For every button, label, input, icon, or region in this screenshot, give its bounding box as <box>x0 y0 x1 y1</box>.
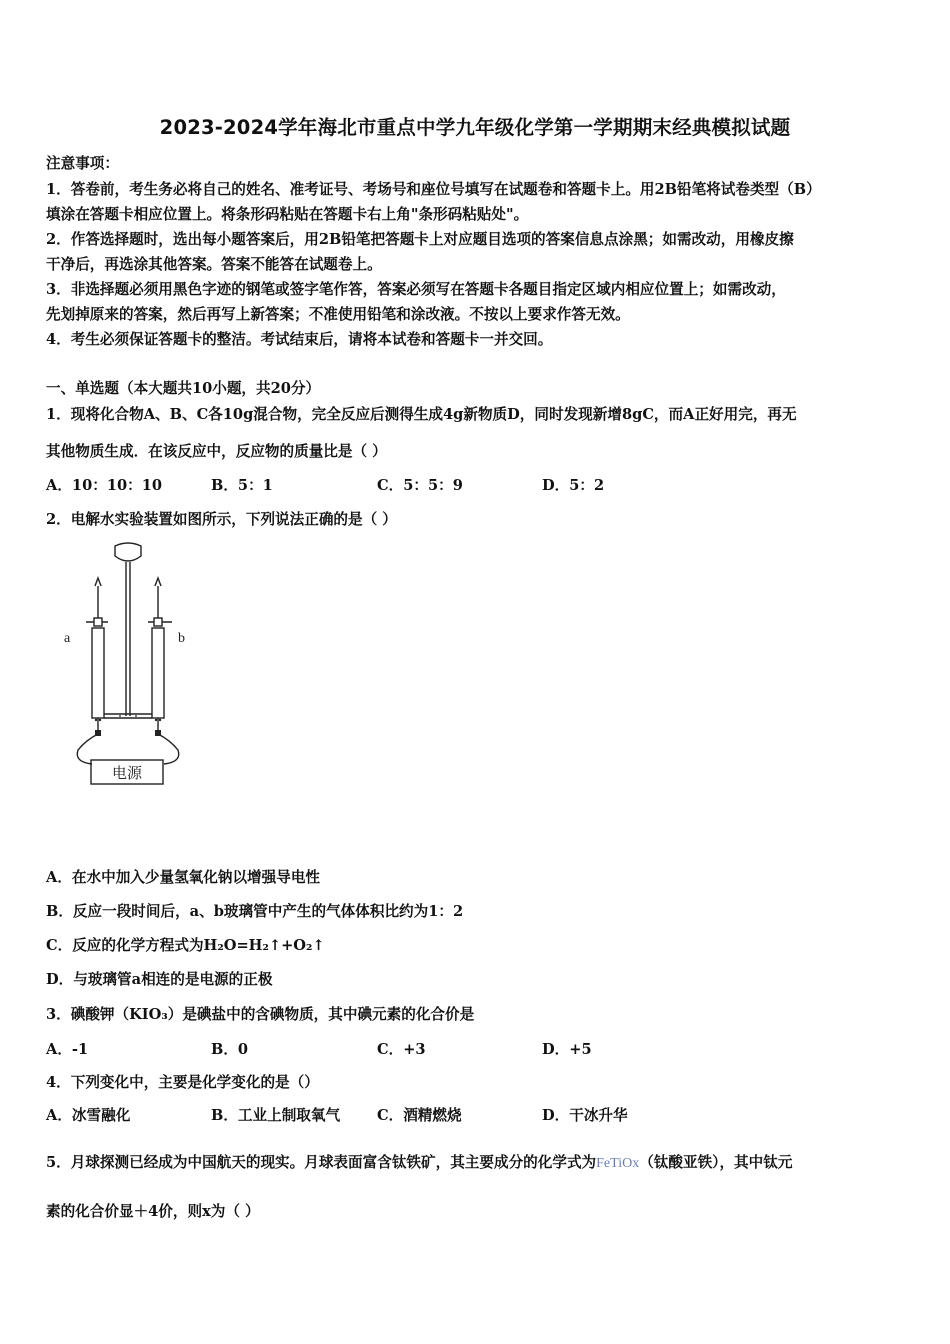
notice-line: 2．作答选择题时，选出每小题答案后，用2B铅笔把答题卡上对应题目选项的答案信息点涂黑；如需改动，用橡皮擦 <box>46 231 794 248</box>
q5-stem-line2: 素的化合价显＋4价，则x为（ ） <box>46 1203 260 1220</box>
q1-option-d: D．5：2 <box>542 477 605 494</box>
power-source-label: 电源 <box>111 764 143 782</box>
q4-option-d: D．干冰升华 <box>542 1107 628 1124</box>
notice-line: 先划掉原来的答案，然后再写上新答案；不准使用铅笔和涂改液。不按以上要求作答无效。 <box>46 306 630 323</box>
formula-image: FeTiOx <box>596 1156 640 1171</box>
q1-option-c: C．5：5：9 <box>377 477 463 494</box>
q3-stem: 3．碘酸钾（KIO₃）是碘盐中的含碘物质，其中碘元素的化合价是 <box>46 1006 475 1023</box>
q1-option-b: B．5：1 <box>211 477 273 494</box>
q5-text-before: 5．月球探测已经成为中国航天的现实。月球表面富含钛铁矿，其主要成分的化学式为 <box>46 1154 597 1171</box>
q2-option-b: B．反应一段时间后，a、b玻璃管中产生的气体体积比约为1：2 <box>46 903 464 920</box>
label-b: b <box>178 631 185 646</box>
notice-line: 填涂在答题卡相应位置上。将条形码粘贴在答题卡右上角"条形码粘贴处"。 <box>46 206 529 223</box>
notice-line: 3．非选择题必须用黑色字迹的钢笔或签字笔作答，答案必须写在答题卡各题目指定区域内相应位置上；如需改动， <box>46 281 786 298</box>
q3-option-c: C．+3 <box>377 1041 426 1058</box>
label-a: a <box>64 631 71 646</box>
q5-stem-line1 <box>46 1151 792 1172</box>
notice-line: 4．考生必须保证答题卡的整洁。考试结束后，请将本试卷和答题卡一并交回。 <box>46 331 553 348</box>
electrolysis-apparatus-figure <box>60 536 200 792</box>
q1-stem-line1: 1．现将化合物A、B、C各10g混合物，完全反应后测得生成4g新物质D，同时发现新增8gC，而A正好用完，再无 <box>46 406 797 423</box>
q3-option-b: B．0 <box>211 1041 249 1058</box>
notice-line: 干净后，再选涂其他答案。答案不能答在试题卷上。 <box>46 256 382 273</box>
q2-option-d: D．与玻璃管a相连的是电源的正极 <box>46 971 273 988</box>
page-title: 2023-2024学年海北市重点中学九年级化学第一学期期末经典模拟试题 <box>159 116 791 139</box>
notice-line: 1．答卷前，考生务必将自己的姓名、准考证号、考场号和座位号填写在试题卷和答题卡上。用2B铅笔将试卷类型（B） <box>46 181 821 198</box>
q4-option-c: C．酒精燃烧 <box>377 1107 462 1124</box>
q4-stem: 4．下列变化中，主要是化学变化的是（） <box>46 1074 319 1091</box>
section-heading: 一、单选题（本大题共10小题，共20分） <box>46 380 321 397</box>
q1-stem-line2: 其他物质生成．在该反应中，反应物的质量比是（ ） <box>46 443 387 460</box>
q2-option-a: A．在水中加入少量氢氧化钠以增强导电性 <box>46 869 321 886</box>
notice-heading: 注意事项： <box>46 155 119 172</box>
q2-stem: 2．电解水实验装置如图所示，下列说法正确的是（ ） <box>46 511 397 528</box>
q2-option-c: C．反应的化学方程式为H₂O=H₂↑+O₂↑ <box>46 937 325 954</box>
q5-text-after: （钛酸亚铁），其中钛元 <box>639 1154 793 1171</box>
q4-option-a: A．冰雪融化 <box>46 1107 131 1124</box>
q4-option-b: B．工业上制取氧气 <box>211 1107 341 1124</box>
q3-option-d: D．+5 <box>542 1041 592 1058</box>
q1-option-a: A．10：10：10 <box>46 477 163 494</box>
q3-option-a: A．-1 <box>46 1041 89 1058</box>
